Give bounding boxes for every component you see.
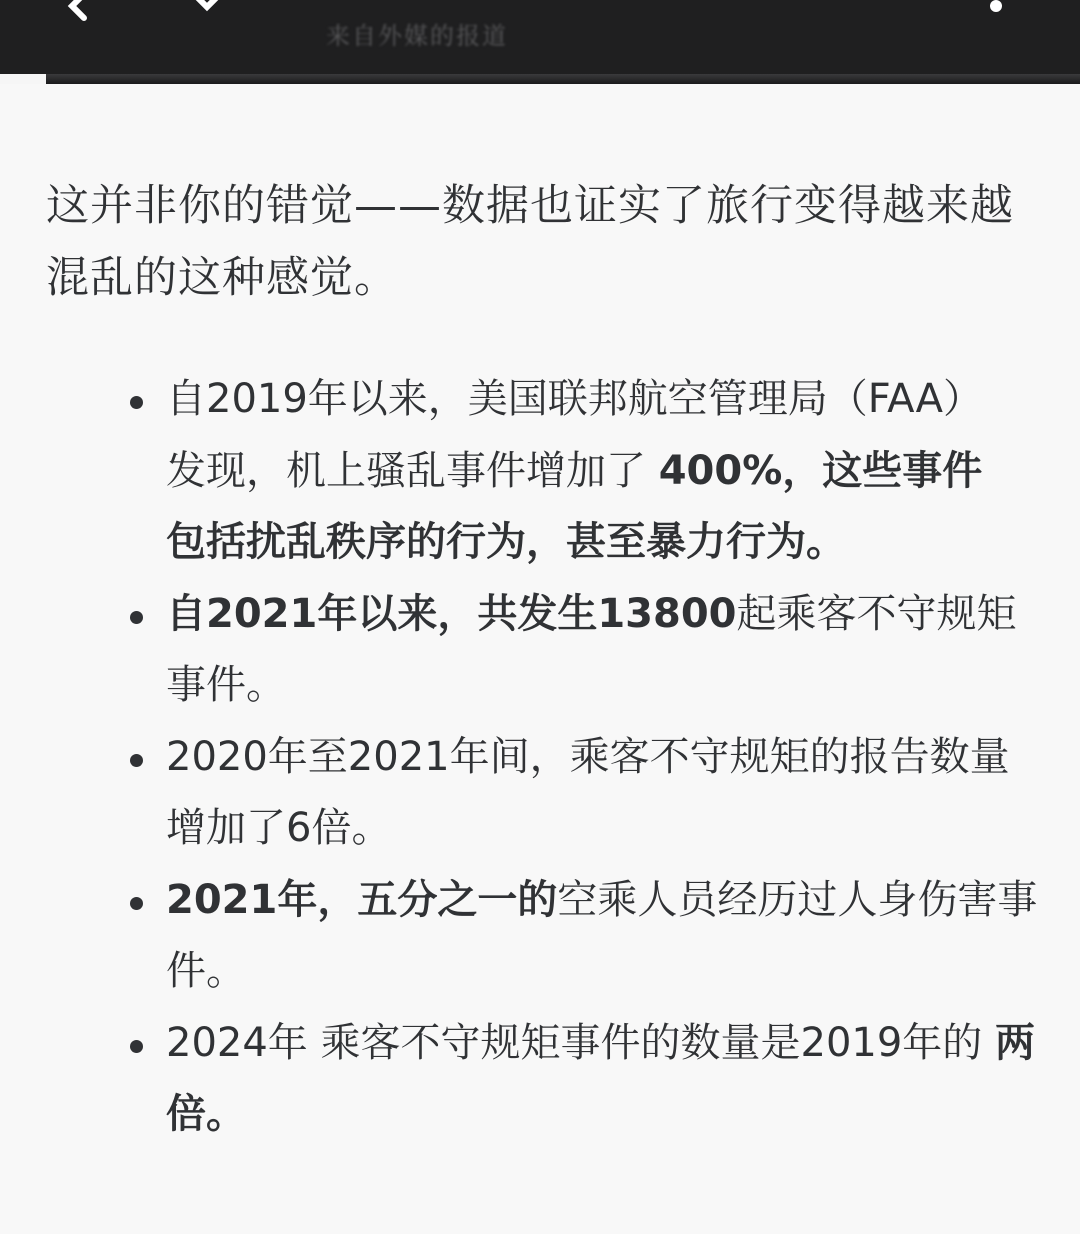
fact-emphasis: 自2021年以来，共发生13800 <box>166 590 737 637</box>
fact-text: 自2019年以来，美国联邦航空管理局（FAA）发现，机上骚乱事件增加了 <box>166 376 983 494</box>
fact-emphasis: 2021年，五分之一的 <box>166 876 558 923</box>
list-item <box>166 1008 1046 1151</box>
more-options-icon[interactable] <box>986 0 1006 16</box>
top-navigation-bar <box>0 0 1080 74</box>
facts-list <box>0 364 1080 1151</box>
back-arrow-icon[interactable] <box>62 0 102 24</box>
bullet-icon <box>130 396 143 409</box>
fact-text: 2020年至2021年间，乘客不守规矩的报告数量增加了6倍。 <box>166 733 1010 851</box>
header-shadow <box>46 74 1080 84</box>
list-item <box>166 722 1036 865</box>
list-item <box>166 865 1046 1008</box>
fact-emphasis: 两倍。 <box>166 1019 1036 1137</box>
article-body <box>0 84 1080 1234</box>
fact-text: 起乘客不守规矩事件。 <box>166 590 1017 708</box>
list-item <box>166 364 986 579</box>
bullet-icon <box>130 897 143 910</box>
bullet-icon <box>130 754 143 767</box>
fact-text: 2024年 乘客不守规矩事件的数量是2019年的 <box>166 1019 996 1066</box>
chevron-down-icon[interactable] <box>192 0 222 16</box>
fact-text: 空乘人员经历过人身伤害事件。 <box>166 876 1038 994</box>
list-item <box>166 579 1046 722</box>
page-title: 来自外媒的报道 <box>326 22 508 50</box>
intro-paragraph: 这并非你的错觉——数据也证实了旅行变得越来越混乱的这种感觉。 <box>46 181 1014 303</box>
bullet-icon <box>130 611 143 624</box>
bullet-icon <box>130 1040 143 1053</box>
fact-emphasis: 400%，这些事件包括扰乱秩序的行为，甚至暴力行为。 <box>166 447 983 565</box>
